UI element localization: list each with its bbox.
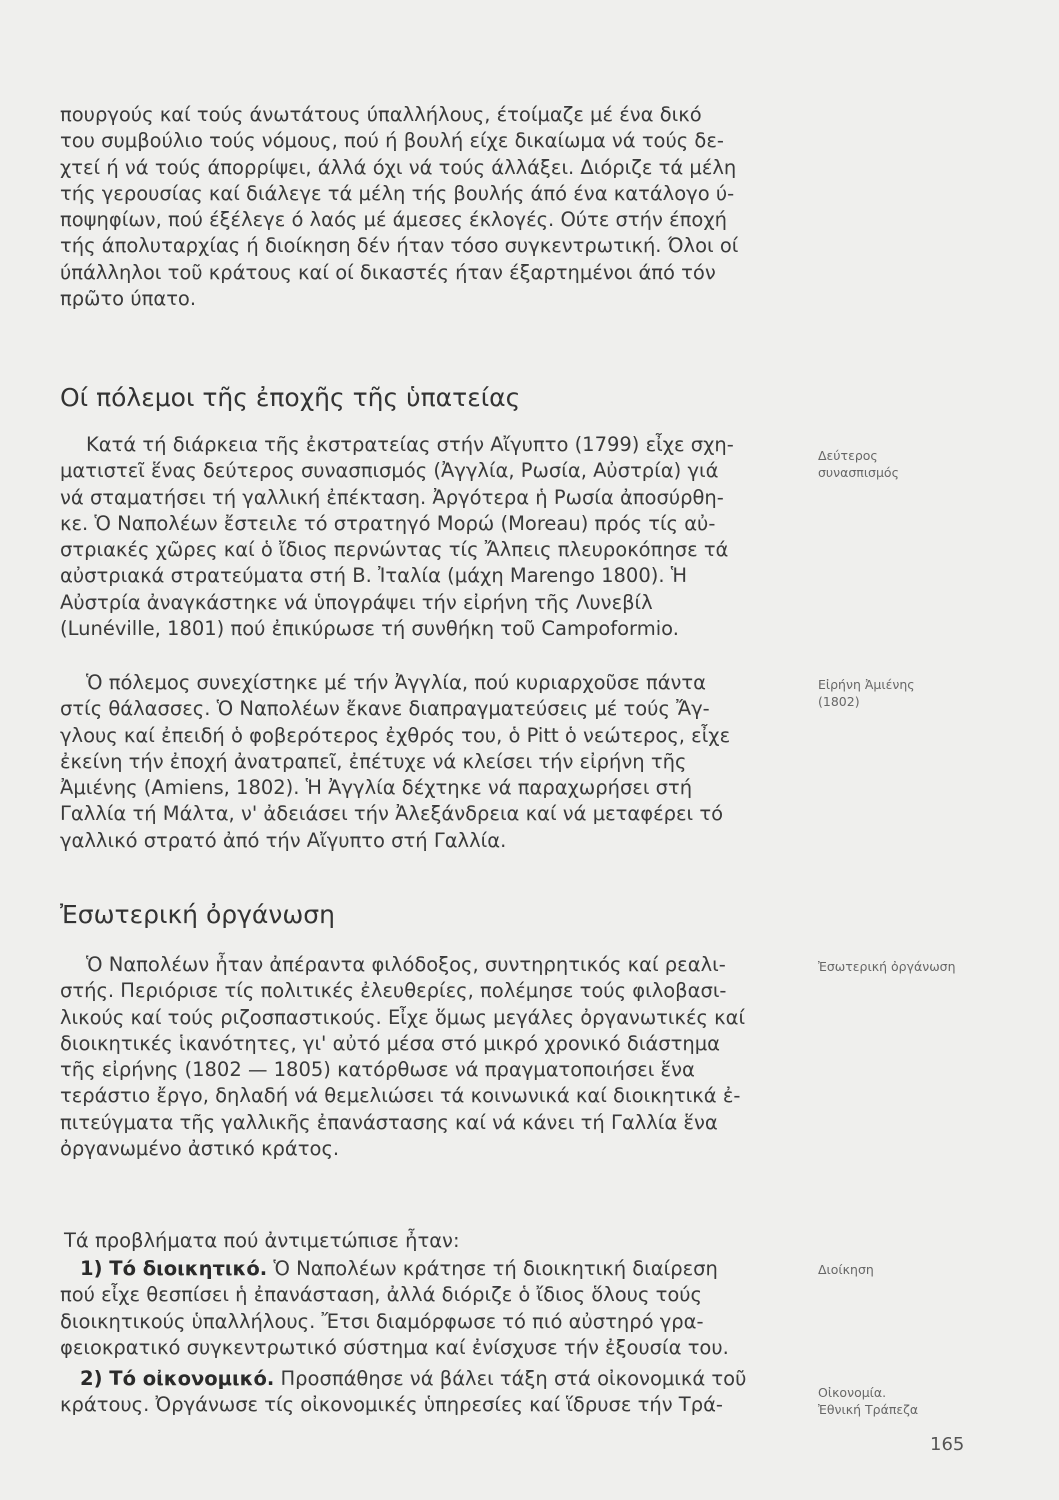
paragraph-intro bbox=[60, 102, 790, 312]
text-line: τῆς εἰρήνης (1802 — 1805) κατόρθωσε νά πραγματοποιήσει ἕνα bbox=[60, 1058, 695, 1082]
text-line: τεράστιο ἔργο, δηλαδή νά θεμελιώσει τά κοινωνικά καί διοικητικά ἐ- bbox=[60, 1084, 741, 1108]
text-line: Αὐστρία ἀναγκάστηκε νά ὑπογράψει τήν εἰρήνη τῆς Λυνεβίλ bbox=[60, 590, 653, 614]
text-line bbox=[60, 1366, 790, 1392]
note-line: συνασπισμός bbox=[818, 465, 899, 480]
margin-note-economy bbox=[818, 1384, 1018, 1418]
text-line bbox=[60, 1256, 790, 1282]
text-line: τής γερουσίας καί διάλεγε τά μέλη τής βουλής άπό ένα κατάλογο ύ- bbox=[60, 181, 735, 205]
text-line: τής άπολυταρχίας ή διοίκηση δέν ήταν τόσο συγκεντρωτική. Όλοι οί bbox=[60, 234, 739, 258]
text-run: Ὁ Ναπολέων κράτησε τή διοικητική διαίρεση bbox=[267, 1257, 718, 1280]
text-line: του συμβούλιο τούς νόμους, πού ή βουλή είχε δικαίωμα νά τούς δε- bbox=[60, 129, 724, 153]
text-line: αὐστριακά στρατεύματα στή Β. Ἰταλία (μάχη Marengo 1800). Ἡ bbox=[60, 564, 688, 588]
text-line: στριακές χῶρες καί ὁ ἴδιος περνώντας τίς Ἄλπεις πλευροκόπησε τά bbox=[60, 538, 729, 562]
text-line: νά σταματήσει τή γαλλική ἐπέκταση. Ἀργότερα ἡ Ρωσία ἀποσύρθη- bbox=[60, 485, 724, 509]
text-line: Ὁ Ναπολέων ἦταν ἀπέραντα φιλόδοξος, συντηρητικός καί ρεαλι- bbox=[86, 953, 726, 976]
item-label-economic: 2) Τό οἰκονομικό. bbox=[80, 1367, 275, 1390]
text-line: ματιστεῖ ἕνας δεύτερος συνασπισμός (Ἀγγλία, Ρωσία, Αὐστρία) γιά bbox=[60, 459, 719, 483]
note-line: Διοίκηση bbox=[818, 1262, 874, 1277]
text-line: Ὁ πόλεμος συνεχίστηκε μέ τήν Ἀγγλία, πού κυριαρχοῦσε πάντα bbox=[86, 671, 707, 694]
text-line: πού εἶχε θεσπίσει ἡ ἐπανάσταση, ἀλλά διόριζε ὁ ἴδιος ὅλους τούς bbox=[60, 1283, 702, 1307]
paragraph-peace-of-amiens bbox=[60, 670, 790, 854]
paragraph-administrative bbox=[60, 1256, 790, 1361]
paragraph-internal-organization bbox=[60, 952, 790, 1162]
text-line: γλους καί ἐπειδή ὁ φοβερότερος ἐχθρός του, ὁ Pitt ὁ νεώτερος, εἶχε bbox=[60, 723, 731, 747]
text-line: ἐκείνη τήν ἐποχή ἀνατραπεῖ, ἐπέτυχε νά κλείσει τήν εἰρήνη τῆς bbox=[60, 749, 687, 773]
margin-note-internal-organization bbox=[818, 958, 1018, 975]
paragraph-problems-intro bbox=[60, 1228, 790, 1254]
paragraph-second-coalition bbox=[60, 432, 790, 642]
text-line: λικούς καί τούς ριζοσπαστικούς. Εἶχε ὅμως μεγάλες ὀργανωτικές καί bbox=[60, 1005, 746, 1029]
margin-note-administration bbox=[818, 1261, 1018, 1278]
text-run: Προσπάθησε νά βάλει τάξη στά οἰκονομικά τοῦ bbox=[274, 1367, 747, 1390]
text-line: Ἀμιένης (Amiens, 1802). Ἡ Ἀγγλία δέχτηκε νά παραχωρήσει στή bbox=[60, 776, 693, 800]
note-line: (1802) bbox=[818, 694, 860, 709]
note-line: Ἐθνική Τράπεζα bbox=[818, 1402, 919, 1417]
text-line: διοικητικές ἱκανότητες, γι' αὐτό μέσα στό μικρό χρονικό διάστημα bbox=[60, 1031, 720, 1055]
text-line: κε. Ὁ Ναπολέων ἔστειλε τό στρατηγό Μορώ (Moreau) πρός τίς αὐ- bbox=[60, 511, 716, 535]
text-line: ύπάλληλοι τοῦ κράτους καί οί δικαστές ήταν έξαρτημένοι άπό τόν bbox=[60, 260, 716, 284]
text-line: φειοκρατικό συγκεντρωτικό σύστημα καί ἐνίσχυσε τήν ἐξουσία του. bbox=[60, 1335, 729, 1359]
note-line: Δεύτερος bbox=[818, 448, 878, 463]
text-line: γαλλικό στρατό ἀπό τήν Αἴγυπτο στή Γαλλία. bbox=[60, 828, 507, 852]
text-line: ποψηφίων, πού έξέλεγε ό λαός μέ άμεσες έκλογές. Ούτε στήν έποχή bbox=[60, 208, 727, 232]
section-heading-internal-organization: Ἐσωτερική ὀργάνωση bbox=[60, 900, 335, 929]
section-heading-wars: Οί πόλεμοι τῆς ἐποχῆς τῆς ὑπατείας bbox=[60, 383, 521, 412]
text-line: στής. Περιόρισε τίς πολιτικές ἐλευθερίες, πολέμησε τούς φιλοβασι- bbox=[60, 979, 727, 1003]
text-line: (Lunéville, 1801) πού ἐπικύρωσε τή συνθήκη τοῦ Campoformio. bbox=[60, 617, 679, 641]
text-line: πουργούς καί τούς άνωτάτους ύπαλλήλους, έτοίμαζε μέ ένα δικό bbox=[60, 103, 702, 126]
note-line: Οἰκονομία. bbox=[818, 1385, 887, 1400]
text-line: ὀργανωμένο ἀστικό κράτος. bbox=[60, 1137, 340, 1161]
margin-note-second-coalition bbox=[818, 447, 1018, 481]
text-line: Γαλλία τή Μάλτα, ν' ἀδειάσει τήν Ἀλεξάνδρεια καί νά μεταφέρει τό bbox=[60, 802, 724, 826]
note-line: Ἐσωτερική ὀργάνωση bbox=[818, 959, 956, 974]
text-line: κράτους. Ὀργάνωσε τίς οἰκονομικές ὑπηρεσίες καί ἵδρυσε τήν Τρά- bbox=[60, 1393, 723, 1417]
page-number: 165 bbox=[930, 1434, 965, 1455]
note-line: Εἰρήνη Ἀμιένης bbox=[818, 677, 915, 692]
text-line: πιτεύγματα τῆς γαλλικῆς ἐπανάστασης καί νά κάνει τή Γαλλία ἕνα bbox=[60, 1110, 718, 1134]
text-line: Τά προβλήματα πού ἀντιμετώπισε ἦταν: bbox=[64, 1229, 460, 1252]
text-line: στίς θάλασσες. Ὁ Ναπολέων ἔκανε διαπραγματεύσεις μέ τούς Ἄγ- bbox=[60, 697, 710, 721]
text-line: διοικητικούς ὑπαλλήλους. Ἔτσι διαμόρφωσε τό πιό αὐστηρό γρα- bbox=[60, 1309, 704, 1333]
text-line: Κατά τή διάρκεια τῆς ἐκστρατείας στήν Αἴγυπτο (1799) εἶχε σχη- bbox=[86, 433, 734, 456]
text-line: χτεί ή νά τούς άπορρίψει, άλλά όχι νά τούς άλλάξει. Διόριζε τά μέλη bbox=[60, 155, 737, 179]
item-label-administrative: 1) Τό διοικητικό. bbox=[80, 1257, 268, 1280]
paragraph-economic bbox=[60, 1366, 790, 1419]
margin-note-peace-amiens bbox=[818, 676, 1018, 710]
text-line: πρῶτο ύπατο. bbox=[60, 287, 197, 311]
